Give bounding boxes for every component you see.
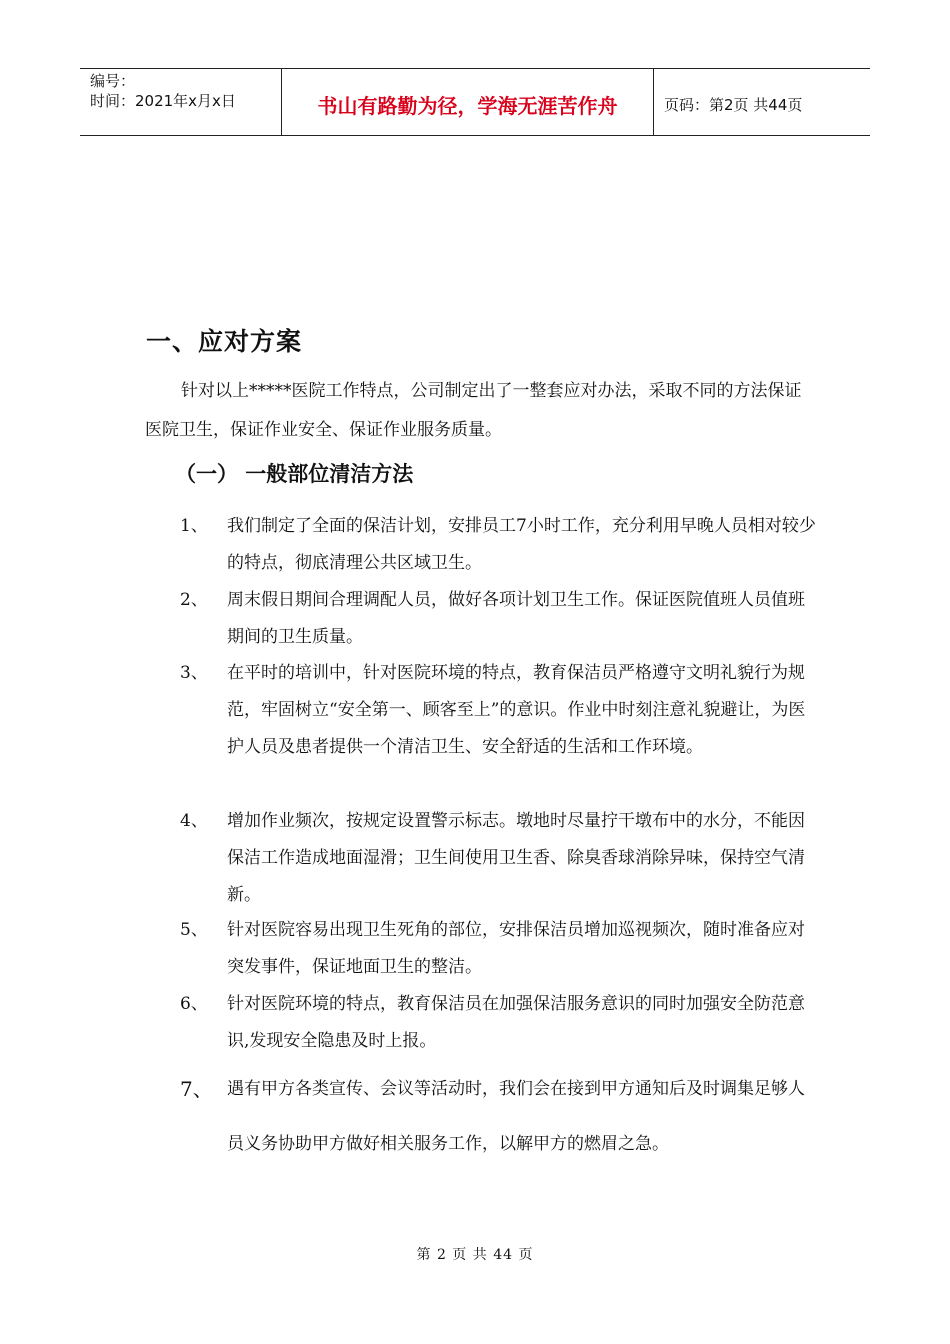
list-item-number: 2、: [180, 590, 208, 610]
list-item-text: 在平时的培训中，针对医院环境的特点，教育保洁员严格遵守文明礼貌行为规范，牢固树立“安全第一、顾客至上”的意识。作业中时刻注意礼貌避让，为医护人员及患者提供一个清洁卫生、安全舒适的生活和工作环境。: [227, 663, 806, 757]
list-item-number: 7、: [180, 1077, 213, 1101]
list-item-text: 我们制定了全面的保洁计划，安排员工7小时工作，充分利用早晚人员相对较少的特点，彻底清理公共区域卫生。: [227, 516, 816, 573]
list-item-number: 1、: [180, 516, 208, 536]
list-item-text: 增加作业频次，按规定设置警示标志。墩地时尽量拧干墩布中的水分，不能因保洁工作造成地面湿滑；卫生间使用卫生香、除臭香球消除异味，保持空气清新。: [227, 811, 805, 905]
header-page-cell: [654, 69, 870, 135]
list-item-number: 6、: [180, 994, 208, 1014]
list-item: [180, 1062, 820, 1172]
page-header: [80, 68, 870, 136]
motto-text: 书山有路勤为径，学海无涯苦作舟: [317, 93, 618, 118]
list-item-text: 周末假日期间合理调配人员，做好各项计划卫生工作。保证医院值班人员值班期间的卫生质量。: [227, 590, 805, 647]
page-footer: 第 2 页 共 44 页: [416, 1247, 534, 1263]
page-info: 页码：第2页 共44页: [664, 95, 803, 114]
list-item-number: 4、: [180, 811, 208, 831]
list-item-text: 遇有甲方各类宣传、会议等活动时，我们会在接到甲方通知后及时调集足够人员义务协助甲方做好相关服务工作，以解甲方的燃眉之急。: [227, 1079, 805, 1154]
time-label: 时间：2021年x月x日: [90, 92, 236, 110]
intro-paragraph: [145, 372, 815, 450]
list-item: [180, 508, 820, 582]
list-item-number: 3、: [180, 663, 208, 683]
list-item: [180, 986, 820, 1060]
list-item: [180, 803, 820, 914]
header-motto-cell: [282, 69, 654, 135]
subsection-title: （一） 一般部位清洁方法: [175, 462, 414, 486]
list-item-number: 5、: [180, 920, 208, 940]
list-item: [180, 582, 820, 656]
section-title: 一、应对方案: [146, 327, 303, 356]
header-meta-cell: [80, 69, 282, 135]
list-item: [180, 912, 820, 986]
list-item-text: 针对医院环境的特点，教育保洁员在加强保洁服务意识的同时加强安全防范意识,发现安全隐患及时上报。: [227, 994, 805, 1051]
list-item: [180, 655, 820, 766]
intro-text: 针对以上*****医院工作特点，公司制定出了一整套应对办法，采取不同的方法保证医院卫生，保证作业安全、保证作业服务质量。: [145, 381, 802, 440]
list-item-text: 针对医院容易出现卫生死角的部位，安排保洁员增加巡视频次，随时准备应对突发事件，保证地面卫生的整洁。: [227, 920, 805, 977]
serial-label: 编号：: [90, 72, 136, 90]
